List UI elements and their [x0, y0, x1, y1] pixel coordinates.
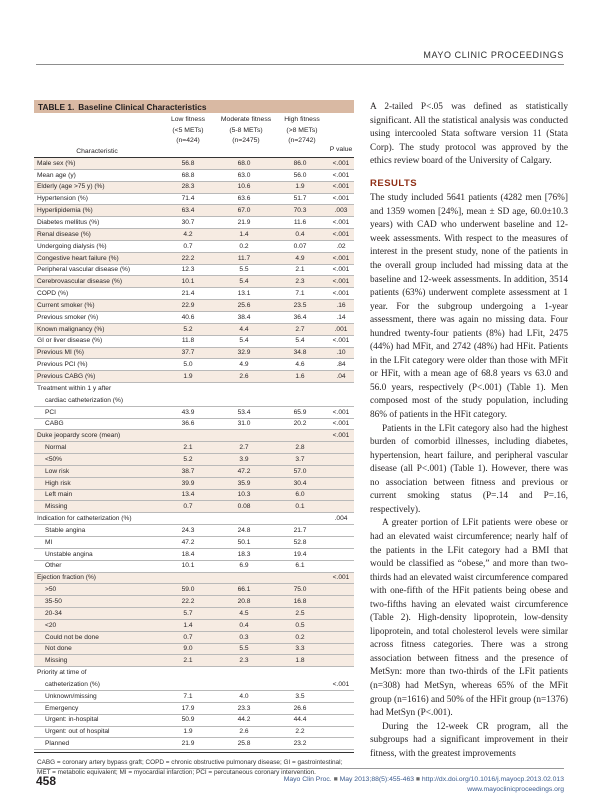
row-p-value: .84	[336, 361, 346, 369]
row-value: 36.6	[181, 420, 195, 428]
row-label: Congestive heart failure (%)	[37, 254, 119, 262]
row-value: 10.1	[181, 562, 195, 570]
row-p-value: .02	[336, 242, 346, 250]
col-high-line1: High fitness	[284, 116, 320, 123]
results-paragraph-3: A greater portion of LFit patients were obese or had an elevated waist circumference; nearly half of the patients in the LFit category had a BMI that would be classified as “obese,” and more than two-thirds had an elevated waist circumference compared with one-fifth of the HFit patients being obese and two-fifths having an elevated waist circumference (Table 2). High-density lipoprotein, low-density lipoprotein, and total cholesterol levels were similar across fitness categories. There was a strong association between fitness and the presence of MetSyn: more than two-thirds of the LFit patients (n=308) had MetSyn, whereas 65% of the MFit group (n=1616) and 50% of the HFit group (n=1376) had MetSyn (P<.001).	[370, 518, 568, 719]
table-row	[34, 620, 354, 632]
row-value: 63.6	[237, 195, 251, 203]
row-value: 56.8	[181, 159, 195, 167]
row-p-value: .001	[334, 325, 348, 333]
row-value: 4.4	[239, 325, 249, 333]
row-label: Unstable angina	[45, 550, 93, 558]
results-paragraph-2: Patients in the LFit category also had the highest burden of comorbid illnesses, including diabetes, hypertension, heart failure, and peripheral vascular disease (all P<.001) (Table 1). However, there was no association between fitness and previous or current smoking status (P=.14 and P=.16, respectively).	[370, 423, 568, 515]
row-value: 0.7	[183, 503, 193, 511]
row-value: 16.8	[293, 598, 307, 606]
row-value: 0.7	[183, 633, 193, 641]
table-row	[34, 253, 354, 265]
row-value: 20.2	[293, 420, 307, 428]
row-value: 1.6	[295, 372, 305, 380]
row-label: Missing	[45, 503, 68, 511]
row-value: 1.4	[183, 621, 193, 629]
table-row	[34, 442, 354, 454]
row-value: 21.7	[293, 526, 307, 534]
table-row	[34, 632, 354, 644]
row-value: 18.4	[181, 550, 195, 558]
row-p-value: <.001	[332, 219, 350, 227]
row-value: 40.6	[181, 313, 195, 321]
table-row	[34, 265, 354, 277]
col-high-line2: (>8 METs)	[286, 126, 318, 134]
table-row	[34, 478, 354, 490]
table-row	[34, 383, 354, 395]
table-row	[34, 573, 354, 585]
table-caption	[34, 100, 354, 113]
row-value: 5.5	[239, 645, 249, 653]
col-header-high	[274, 115, 330, 147]
table-row	[34, 430, 354, 442]
row-value: 2.1	[183, 444, 193, 452]
row-value: 44.2	[237, 716, 251, 724]
row-label: <50%	[45, 455, 63, 463]
results-column	[370, 101, 568, 761]
row-value: 23.2	[293, 740, 307, 748]
row-value: 5.2	[183, 325, 193, 333]
row-value: 37.7	[181, 349, 195, 357]
table-row	[34, 395, 354, 407]
row-label: Urgent: in-hospital	[45, 716, 99, 724]
separator: ■	[333, 776, 338, 783]
row-value: 57.0	[293, 467, 307, 475]
row-p-value: <.001	[332, 159, 350, 167]
col-mod-line3: (n=2475)	[232, 137, 260, 144]
row-label: MI	[45, 538, 53, 546]
row-value: 10.6	[237, 183, 251, 191]
row-p-value: .10	[336, 349, 346, 357]
row-value: 59.0	[181, 586, 195, 594]
row-value: 65.9	[293, 408, 307, 416]
row-label: 35-50	[45, 598, 62, 606]
row-p-value: <.001	[332, 171, 350, 179]
table-row	[34, 513, 354, 525]
row-value: 44.4	[293, 716, 307, 724]
row-value: 43.9	[181, 408, 195, 416]
row-label: COPD (%)	[37, 290, 69, 298]
row-label: CABG	[45, 420, 64, 428]
row-label: Known malignancy (%)	[37, 325, 105, 333]
row-value: 13.4	[181, 491, 195, 499]
col-high-line3: (n=2742)	[288, 137, 316, 144]
row-value: 47.2	[181, 538, 195, 546]
table-row	[34, 596, 354, 608]
row-value: 21.9	[181, 740, 195, 748]
header-rule	[36, 64, 564, 65]
row-label: PCI	[45, 408, 56, 416]
row-value: 25.8	[237, 740, 251, 748]
row-value: 2.5	[295, 609, 305, 617]
citation-journal: Mayo Clin Proc.	[283, 776, 332, 783]
row-value: 23.3	[237, 704, 251, 712]
row-p-value: .004	[334, 515, 348, 523]
row-value: 22.2	[181, 254, 195, 262]
table-row	[34, 490, 354, 502]
row-value: 1.4	[239, 230, 249, 238]
row-value: 2.8	[295, 444, 305, 452]
row-label: Emergency	[45, 704, 79, 712]
row-value: 0.2	[239, 242, 249, 250]
row-value: 1.8	[295, 657, 305, 665]
row-value: 32.9	[237, 349, 251, 357]
row-label: Not done	[45, 645, 72, 653]
table-row	[34, 549, 354, 561]
row-label: Previous smoker (%)	[37, 313, 99, 321]
table-row	[34, 336, 354, 348]
row-value: 56.0	[293, 171, 307, 179]
results-paragraph-1: The study included 5641 patients (4282 men [76%] and 1359 women [24%], mean ± SD age, 60.0±10.3 years) with CAD who underwent baseline and 12-week assessments. With respect to the measures of interest in the present study, none of the patients in the overall group included had missing data at the baseline and 12-week assessments. In addition, 3514 patients (63%) underwent complete assessment at 1 year. For the subgroup undergoing a 1-year assessment, there was again no missing data. Four hundred twenty-four patients (8%) had LFit, 2475 (44%) had MFit, and 2742 (48%) had HFit. Patients in the LFit category were older than those with MFit or HFit, with a mean age of 68.8 years vs 63.0 and 56.0 years, respectively (P<.001) (Table 1). Men composed most of the study population, including 86% of patients in the HFit category.	[370, 193, 568, 421]
journal-name: MAYO CLINIC PROCEEDINGS	[423, 50, 564, 60]
row-label: catheterization (%)	[45, 680, 100, 688]
row-label: Treatment within 1 y after	[37, 384, 112, 392]
table-footnote: CABG = coronary artery bypass graft; COPD = chronic obstructive pulmonary disease; GI = gastrointestinal; MET = metabolic equivalent; MI = myocardial infarction; PCI = percutaneous coronary intervention.	[34, 752, 354, 778]
table-row	[34, 217, 354, 229]
row-value: 3.3	[295, 645, 305, 653]
row-value: 21.9	[237, 219, 251, 227]
row-value: 2.1	[183, 657, 193, 665]
table-row	[34, 501, 354, 513]
row-value: 38.4	[237, 313, 251, 321]
row-p-value: <.001	[332, 278, 350, 286]
row-value: 6.1	[295, 562, 305, 570]
row-label: Hypertension (%)	[37, 195, 88, 203]
row-value: 71.4	[181, 195, 195, 203]
row-value: 68.0	[237, 159, 251, 167]
row-value: 31.0	[237, 420, 251, 428]
row-value: 5.7	[183, 609, 193, 617]
row-value: 2.7	[295, 325, 305, 333]
row-value: 0.1	[295, 503, 305, 511]
page-number: 458	[36, 774, 57, 788]
row-p-value: .16	[336, 301, 346, 309]
row-value: 30.7	[181, 219, 195, 227]
row-value: 10.3	[237, 491, 251, 499]
row-value: 0.2	[295, 633, 305, 641]
row-value: 38.7	[181, 467, 195, 475]
row-value: 67.0	[237, 207, 251, 215]
row-label: >50	[45, 586, 57, 594]
row-value: 2.6	[239, 372, 249, 380]
section-heading: RESULTS	[370, 177, 418, 189]
row-value: 11.8	[181, 337, 195, 345]
row-value: 11.6	[293, 219, 307, 227]
row-value: 4.6	[295, 361, 305, 369]
row-label: Elderly (age >75 y) (%)	[37, 183, 105, 191]
row-value: 2.6	[239, 728, 249, 736]
table-row	[34, 182, 354, 194]
col-low-line1: Low fitness	[170, 116, 205, 123]
separator: ■	[415, 776, 421, 783]
row-p-value: <.001	[332, 266, 350, 274]
row-value: 3.9	[239, 455, 249, 463]
row-value: 4.9	[239, 361, 249, 369]
row-value: 25.6	[237, 301, 251, 309]
row-value: 75.0	[293, 586, 307, 594]
row-value: 4.0	[239, 692, 249, 700]
row-p-value: <.001	[332, 420, 350, 428]
table-row	[34, 679, 354, 691]
row-label: Urgent: out of hospital	[45, 728, 110, 736]
row-label: High risk	[45, 479, 71, 487]
row-value: 63.0	[237, 171, 251, 179]
citation	[284, 775, 564, 794]
row-value: 26.6	[293, 704, 307, 712]
row-value: 52.8	[293, 538, 307, 546]
table-row	[34, 584, 354, 596]
table-row	[34, 312, 354, 324]
row-value: 2.2	[295, 728, 305, 736]
row-value: 3.7	[295, 455, 305, 463]
baseline-table	[34, 100, 354, 792]
row-value: 5.4	[239, 278, 249, 286]
table-row	[34, 194, 354, 206]
row-p-value: <.001	[332, 230, 350, 238]
row-value: 36.4	[293, 313, 307, 321]
table-row	[34, 703, 354, 715]
row-label: cardiac catheterization (%)	[45, 396, 124, 404]
row-value: 50.9	[181, 716, 195, 724]
row-label: Other	[45, 562, 62, 570]
row-value: 5.4	[239, 337, 249, 345]
footer-rule	[36, 768, 564, 769]
table-row	[34, 608, 354, 620]
row-label: Cerebrovascular disease (%)	[37, 278, 123, 286]
row-value: 68.8	[181, 171, 195, 179]
row-value: 6.9	[239, 562, 249, 570]
row-value: 28.3	[181, 183, 195, 191]
row-value: 5.4	[295, 337, 305, 345]
row-label: Previous PCI (%)	[37, 361, 88, 369]
row-p-value: <.001	[332, 680, 350, 688]
row-value: 0.07	[293, 242, 307, 250]
row-label: Normal	[45, 444, 67, 452]
row-p-value: <.001	[332, 195, 350, 203]
row-p-value: <.001	[332, 254, 350, 262]
row-p-value: .04	[336, 372, 346, 380]
table-label: TABLE 1.	[38, 102, 75, 112]
row-value: 6.0	[295, 491, 305, 499]
table-row	[34, 288, 354, 300]
table-row	[34, 407, 354, 419]
row-p-value: <.001	[332, 183, 350, 191]
row-p-value: <.001	[332, 408, 350, 416]
row-value: 66.1	[237, 586, 251, 594]
row-value: 18.3	[237, 550, 251, 558]
table-row	[34, 454, 354, 466]
table-row	[34, 691, 354, 703]
row-label: Could not be done	[45, 633, 99, 641]
col-low-line2: (<5 METs)	[172, 126, 204, 134]
row-value: 0.7	[183, 242, 193, 250]
table-row	[34, 276, 354, 288]
row-label: Hyperlipidemia (%)	[37, 207, 93, 215]
row-value: 13.1	[237, 290, 251, 298]
row-value: 21.4	[181, 290, 195, 298]
row-label: Previous CABG (%)	[37, 372, 96, 380]
table-row	[34, 537, 354, 549]
row-label: Planned	[45, 740, 70, 748]
row-value: 17.9	[181, 704, 195, 712]
stub-header: Characteristic	[76, 148, 118, 155]
table-row	[34, 644, 354, 656]
table-row	[34, 738, 354, 750]
row-label: Missing	[45, 657, 68, 665]
row-value: 11.7	[237, 254, 251, 262]
results-paragraph-4: During the 12-week CR program, all the subgroups had a significant improvement in their fitness, with the greatest improvements	[370, 721, 568, 759]
row-value: 24.8	[237, 526, 251, 534]
row-label: Male sex (%)	[37, 159, 76, 167]
row-p-value: <.001	[332, 432, 350, 440]
table-row	[34, 158, 354, 170]
row-value: 1.9	[295, 183, 305, 191]
row-value: 53.4	[237, 408, 251, 416]
table-row	[34, 324, 354, 336]
row-label: Undergoing dialysis (%)	[37, 242, 107, 250]
row-label: Indication for catheterization (%)	[37, 515, 132, 523]
table-row	[34, 727, 354, 739]
table-row	[34, 655, 354, 667]
row-value: 4.2	[183, 230, 193, 238]
row-value: 63.4	[181, 207, 195, 215]
row-label: Priority at time of	[37, 669, 87, 677]
row-value: 4.5	[239, 609, 249, 617]
row-label: <20	[45, 621, 57, 629]
row-value: 2.3	[239, 657, 249, 665]
col-header-low	[160, 115, 216, 147]
row-value: 24.3	[181, 526, 195, 534]
stats-paragraph: A 2-tailed P<.05 was defined as statistically significant. All the statistical analysis was conducted using intercooled Stata software version 11 (Stata Corp). The study protocol was approved by the ethics review board of the University of Calgary.	[370, 102, 568, 167]
row-p-value: <.001	[332, 337, 350, 345]
row-value: 51.7	[293, 195, 307, 203]
row-label: Renal disease (%)	[37, 230, 91, 238]
row-label: Stable angina	[45, 526, 86, 534]
row-value: 86.0	[293, 159, 307, 167]
col-low-line3: (n=424)	[176, 137, 200, 144]
row-value: 2.7	[239, 444, 249, 452]
row-value: 7.1	[295, 290, 305, 298]
table-row	[34, 667, 354, 679]
row-value: 5.0	[183, 361, 193, 369]
row-value: 47.2	[237, 467, 251, 475]
row-value: 23.5	[293, 301, 307, 309]
table-body	[34, 158, 354, 750]
row-value: 30.4	[293, 479, 307, 487]
row-p-value: <.001	[332, 290, 350, 298]
table-header	[34, 113, 354, 158]
table-row	[34, 371, 354, 383]
row-value: 50.1	[237, 538, 251, 546]
table-row	[34, 419, 354, 431]
row-value: 0.4	[295, 230, 305, 238]
row-value: 20.8	[237, 598, 251, 606]
row-value: 34.8	[293, 349, 307, 357]
table-row	[34, 466, 354, 478]
row-value: 0.5	[295, 621, 305, 629]
p-value-header: P value	[329, 145, 353, 153]
row-value: 2.3	[295, 278, 305, 286]
row-value: 4.9	[295, 254, 305, 262]
row-value: 5.5	[239, 266, 249, 274]
row-label: Unknown/missing	[45, 692, 97, 700]
row-value: 2.1	[295, 266, 305, 274]
table-row	[34, 348, 354, 360]
row-value: 0.4	[239, 621, 249, 629]
table-row	[34, 359, 354, 371]
row-value: 0.3	[239, 633, 249, 641]
row-value: 12.3	[181, 266, 195, 274]
table-row	[34, 300, 354, 312]
table-row	[34, 525, 354, 537]
col-header-moderate	[216, 115, 276, 147]
row-value: 1.9	[183, 372, 193, 380]
table-row	[34, 205, 354, 217]
row-value: 22.9	[181, 301, 195, 309]
row-value: 22.2	[181, 598, 195, 606]
doi-link[interactable]: http://dx.doi.org/10.1016/j.mayocp.2013.02.013	[421, 776, 564, 783]
row-value: 7.1	[183, 692, 193, 700]
website-link[interactable]: www.mayoclinicproceedings.org	[467, 785, 564, 793]
row-value: 9.0	[183, 645, 193, 653]
row-value: 5.2	[183, 455, 193, 463]
table-row	[34, 229, 354, 241]
row-value: 19.4	[293, 550, 307, 558]
table-row	[34, 715, 354, 727]
row-value: 1.9	[183, 728, 193, 736]
table-row	[34, 241, 354, 253]
table-row	[34, 561, 354, 573]
row-p-value: <.001	[332, 574, 350, 582]
row-value: 0.08	[237, 503, 251, 511]
row-value: 39.9	[181, 479, 195, 487]
row-label: 20-34	[45, 609, 62, 617]
row-label: Duke jeopardy score (mean)	[37, 432, 121, 440]
table-row	[34, 170, 354, 182]
row-value: 10.1	[181, 278, 195, 286]
row-label: Peripheral vascular disease (%)	[37, 266, 131, 274]
table-title: Baseline Clinical Characteristics	[78, 102, 207, 112]
row-p-value: .003	[334, 207, 348, 215]
row-value: 3.5	[295, 692, 305, 700]
row-label: Previous MI (%)	[37, 349, 84, 357]
row-value: 35.9	[237, 479, 251, 487]
row-p-value: .14	[336, 313, 346, 321]
row-value: 70.3	[293, 207, 307, 215]
row-label: Diabetes mellitus (%)	[37, 219, 100, 227]
row-label: Ejection fraction (%)	[37, 574, 96, 582]
row-label: GI or liver disease (%)	[37, 337, 103, 345]
col-mod-line1: Moderate fitness	[220, 116, 272, 123]
row-label: Current smoker (%)	[37, 301, 95, 309]
citation-date: May 2013;88(5):455-463	[339, 776, 415, 783]
row-label: Mean age (y)	[37, 171, 76, 179]
col-mod-line2: (5-8 METs)	[229, 126, 263, 134]
row-label: Low risk	[45, 467, 70, 475]
row-label: Left main	[45, 491, 73, 499]
